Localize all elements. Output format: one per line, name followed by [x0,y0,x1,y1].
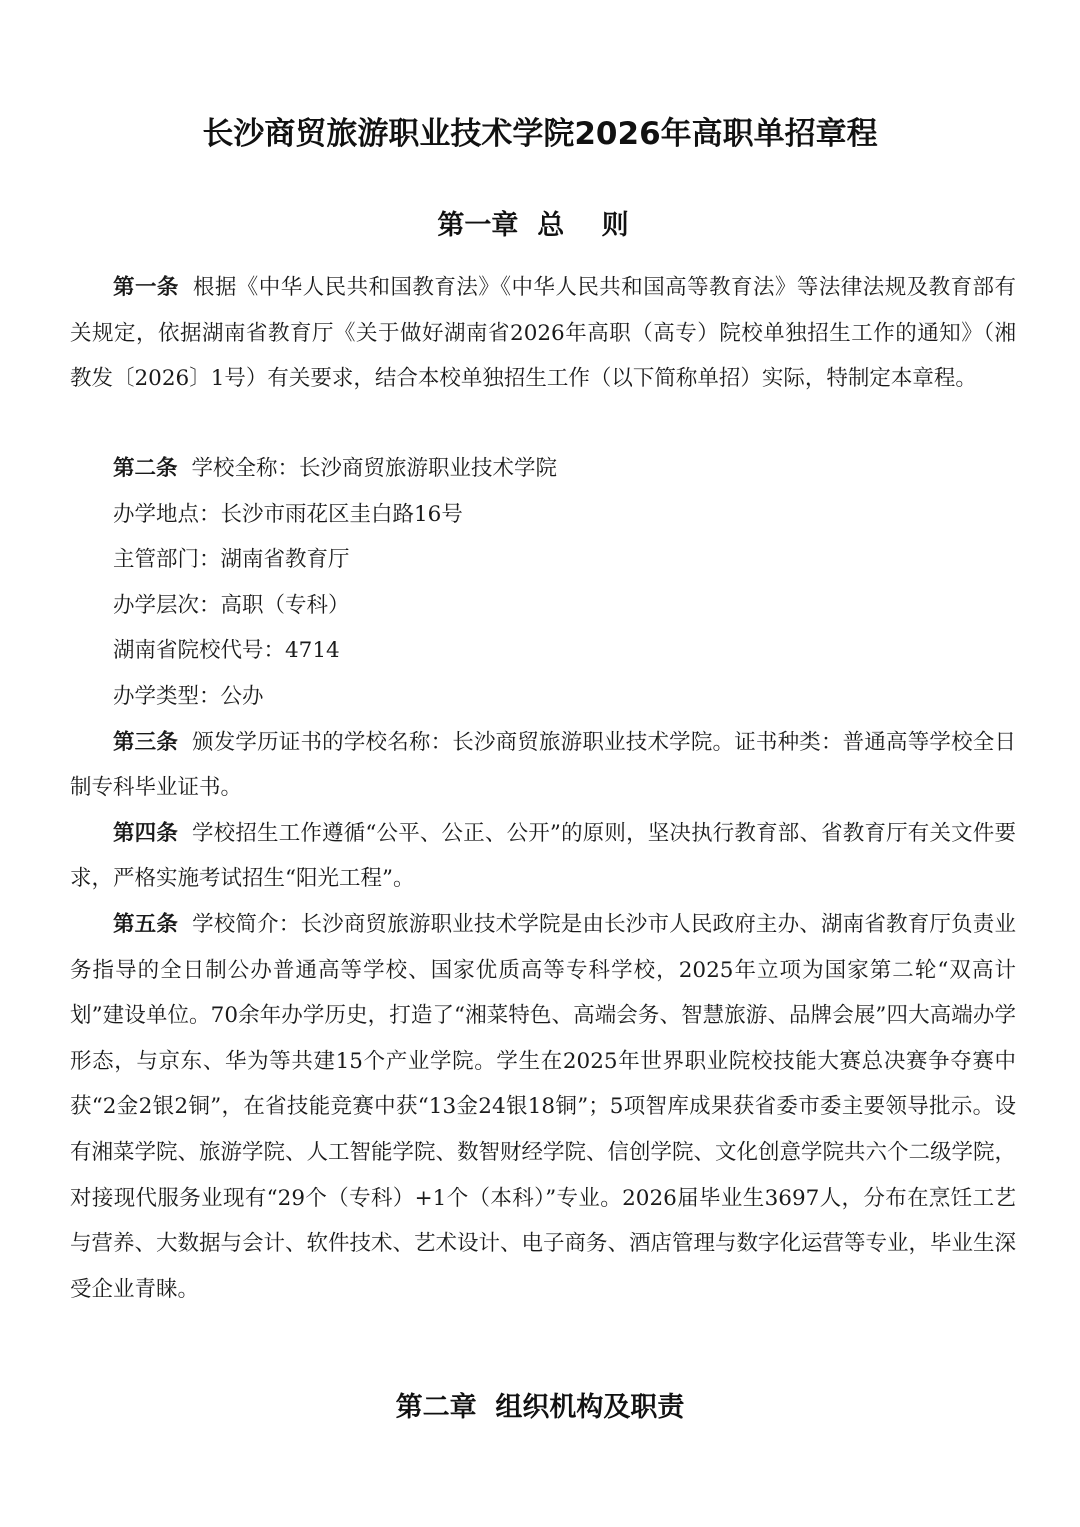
chapter-prefix: 第二章 [395,1392,477,1423]
chapter-heading [0,203,1080,242]
article-paragraph [70,446,1016,492]
info-line [70,492,1016,538]
info-line [70,628,1016,674]
info-text: 办学层次：高职（专科） [113,592,350,618]
chapter-heading [0,1385,1080,1424]
article-label: 第一条 [113,275,179,300]
article-label: 第五条 [113,911,179,937]
article-paragraph [70,265,1016,402]
article-text: 学校全称：长沙商贸旅游职业技术学院 [191,456,558,481]
info-text: 办学类型：公办 [113,683,264,709]
article-paragraph [70,720,1016,811]
info-text: 主管部门：湖南省教育厅 [113,547,350,573]
article-block [70,265,1016,402]
info-line [70,583,1016,629]
article-label: 第三条 [113,729,179,755]
article-text: 学校简介：长沙商贸旅游职业技术学院是由长沙市人民政府主办、湖南省教育厅负责业务指导的全日制公办普通高等学校、国家优质高等专科学校，2025年立项为国家第二轮“双高计划”建设单位。70余年办学历史，打造了“湘菜特色、高端会务、智慧旅游、品牌会展”四大高端办学形态，与京东、华为等共建15个产业学院。学生在2025年世界职业院校技能大赛总决赛争夺赛中获“2金2银2铜”，在省技能竞赛中获“13金24银18铜”；5项智库成果获省委市委主要领导批示。设有湘菜学院、旅游学院、人工智能学院、数智财经学院、信创学院、文化创意学院共六个二级学院，对接现代服务业现有“29个（专科）+1个（本科）”专业。2026届毕业生3697人，分布在烹饪工艺与营养、大数据与会计、软件技术、艺术设计、电子商务、酒店管理与数字化运营等专业，毕业生深受企业青睐。 [70,911,1017,1302]
article-text: 根据《中华人民共和国教育法》《中华人民共和国高等教育法》等法律法规及教育部有关规定，依据湖南省教育厅《关于做好湖南省2026年高职（高专）院校单独招生工作的通知》（湘教发〔2026〕1号）有关要求，结合本校单独招生工作（以下简称单招）实际，特制定本章程。 [70,275,1016,392]
article-block [70,446,1016,1312]
info-line [70,674,1016,720]
chapter-name: 总 则 [537,210,643,241]
article-paragraph [70,811,1016,902]
info-text: 湖南省院校代号：4714 [113,638,340,664]
info-line [70,537,1016,583]
article-text: 颁发学历证书的学校名称：长沙商贸旅游职业技术学院。证书种类：普通高等学校全日制专科毕业证书。 [70,729,1016,801]
info-text: 办学地点：长沙市雨花区圭白路16号 [113,501,463,527]
article-text: 学校招生工作遵循“公平、公正、公开”的原则，坚决执行教育部、省教育厅有关文件要求，严格实施考试招生“阳光工程”。 [70,820,1016,892]
article-paragraph [70,902,1016,1312]
chapter-name: 组织机构及职责 [495,1392,685,1423]
chapter-prefix: 第一章 [437,210,519,241]
article-label: 第二条 [113,456,178,481]
document-title: 长沙商贸旅游职业技术学院2026年高职单招章程 [202,116,878,152]
article-label: 第四条 [113,820,179,846]
